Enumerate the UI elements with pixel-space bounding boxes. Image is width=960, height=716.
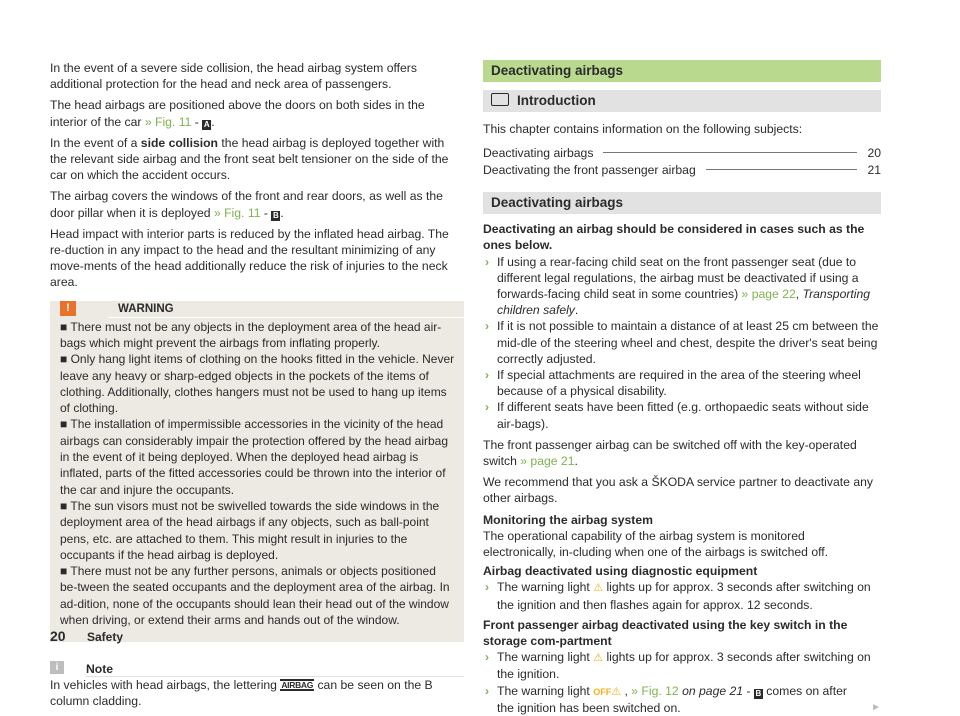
- page-link[interactable]: » page 22: [741, 287, 796, 302]
- continue-arrow-icon: ►: [871, 701, 881, 713]
- paragraph-recommend: We recommend that you ask a ŠKODA service partner to deactivate any other airbags.: [483, 475, 873, 506]
- warning-item: ■ There must not be any further persons, animals or objects positioned be-tween the seated occupants and the deployment area of the airbag. In ad-dition, none of the occupants should lean their head out of the window when driving, or extend their arms and hands out of the window.: [60, 564, 450, 627]
- figure-letter-b: B: [272, 210, 279, 220]
- note-divider: [86, 676, 464, 677]
- subsection-title: Deactivating airbags: [483, 192, 881, 214]
- note-title: Note: [86, 662, 114, 677]
- warning-item: ■ There must not be any objects in the deployment area of the head air-bags which might prevent the airbags from inflating properly.: [60, 319, 442, 350]
- section-title: Deactivating airbags: [483, 60, 881, 82]
- warning-title: WARNING: [118, 302, 174, 315]
- left-column: [50, 60, 464, 710]
- figure-letter-b: B: [755, 688, 762, 698]
- chevron-icon: ›: [485, 400, 490, 415]
- book-icon: [491, 93, 509, 106]
- paragraph-position: The head airbags are positioned above the doors on both sides in the interior of the car » Fig. 11 - A .: [50, 98, 425, 129]
- airbag-warning-lamp-icon: ⚠: [593, 652, 604, 665]
- list-item: › The warning light OFF⚠ , » Fig. 12 on page 21 - B comes on after the ignition has been switched on. ►: [485, 683, 881, 715]
- toc-entry[interactable]: [483, 145, 881, 162]
- toc-label: Deactivating the front passenger airbag: [483, 162, 696, 177]
- chevron-icon: ›: [485, 683, 490, 698]
- toc-label: Deactivating airbags: [483, 146, 594, 161]
- intro-text: This chapter contains information on the following subjects:: [483, 122, 803, 136]
- chevron-icon: ›: [485, 319, 490, 334]
- list-item: › If special attachments are required in the area of the steering wheel because of a physical disability.: [485, 368, 861, 399]
- paragraph-head-impact: Head impact with interior parts is reduced by the inflated head airbag. The re-duction in any impact to the head and the resultant minimizing of any move-ments of the head additionally reduce the risk of injuries to the neck area.: [50, 226, 449, 290]
- key-title: Front passenger airbag deactivated using the key switch in the storage com-partment: [483, 617, 848, 649]
- toc-page: 21: [867, 162, 881, 177]
- figure-letter-a: A: [203, 119, 210, 129]
- list-item: › If using a rear-facing child seat on the front passenger seat (due to different legal regulations, the airbag must be deactivated if using a forwards-facing child seat in some countries) » page 22, Transporting children safely.: [485, 254, 871, 318]
- note-header: [50, 660, 464, 677]
- airbag-lettering-icon: AIRBAG: [281, 680, 314, 691]
- warning-box: [50, 301, 464, 643]
- airbag-warning-lamp-icon: ⚠: [593, 582, 604, 595]
- right-column: [483, 60, 881, 716]
- toc-entry[interactable]: [483, 162, 881, 179]
- lead-text: Deactivating an airbag should be considered in cases such as the ones below.: [483, 222, 865, 253]
- list-item: › The warning light ⚠ lights up for approx. 3 seconds after switching on the ignition.: [485, 650, 871, 682]
- note-icon: i: [50, 661, 64, 674]
- diag-title: Airbag deactivated using diagnostic equipment: [483, 564, 758, 579]
- chevron-icon: ›: [485, 368, 490, 383]
- page-footer: [50, 628, 123, 645]
- warning-item: ■ The sun visors must not be swivelled towards the side windows in the deployment area of the head airbags if any objects, such as ball-point pens, etc. are attached to them. This might result in injuries to the occupants if the head airbag is deployed.: [60, 498, 440, 562]
- warning-item: ■ The installation of impermissible accessories in the vicinity of the head airbags can considerably impair the protection offered by the head airbag in the event of it being deployed. When the deployed head airbag is inflated, parts of the fitted accessories could be thrown into the interior of the car and injure the occupants.: [60, 417, 449, 497]
- figure-link[interactable]: » Fig. 12: [631, 683, 679, 698]
- intro-heading: Introduction: [483, 90, 881, 112]
- toc-dots: [706, 169, 857, 170]
- chevron-icon: ›: [485, 650, 490, 665]
- monitoring-block: Monitoring the airbag system The operational capability of the airbag system is monitored electronically, in-cluding when one of the airbags is switched off.: [483, 512, 829, 560]
- paragraph-coverage: The airbag covers the windows of the front and rear doors, as well as the door pillar when it is deployed » Fig. 11 - B .: [50, 189, 443, 220]
- paragraph-switch: The front passenger airbag can be switched off with the key-operated switch » page 21.: [483, 437, 857, 469]
- chevron-icon: ›: [485, 254, 490, 269]
- page-number: 20: [50, 628, 66, 644]
- paragraph-side-collision: In the event of a side collision the head airbag is deployed together with the relevant side airbag and the front seat belt tensioner on the side of the car on which the accident occurs.: [50, 135, 449, 183]
- page-section-label: Safety: [87, 630, 124, 644]
- note-text: In vehicles with head airbags, the lettering AIRBAG can be seen on the B column cladding.: [50, 678, 433, 709]
- warning-triangle-icon: !: [60, 301, 76, 316]
- paragraph-intro: In the event of a severe side collision, the head airbag system offers additional protection for the head and neck area of passengers.: [50, 61, 417, 92]
- toc-page: 20: [867, 146, 881, 161]
- warning-body: [60, 319, 456, 629]
- figure-link[interactable]: » Fig. 11: [213, 205, 261, 220]
- airbag-off-lamp-icon: OFF: [593, 686, 612, 697]
- toc-dots: [603, 152, 857, 153]
- list-item: › If it is not possible to maintain a distance of at least 25 cm between the mid-dle of the steering wheel and chest, despite the driver's seat being correctly adjusted.: [485, 319, 879, 366]
- warning-item: ■ Only hang light items of clothing on the hooks fitted in the vehicle. Never leave any heavy or sharp-edged objects in the pockets of the items of clothing. Additionally, clothes hangers must not be used to hang up items of clothing.: [60, 352, 455, 416]
- page-link[interactable]: » page 21: [520, 454, 575, 469]
- monitoring-title: Monitoring the airbag system: [483, 512, 653, 527]
- warning-header: [60, 301, 456, 317]
- note-box: [50, 660, 464, 709]
- list-item: › The warning light ⚠ lights up for approx. 3 seconds after switching on the ignition and then flashes again for approx. 12 seconds.: [485, 580, 871, 612]
- chevron-icon: ›: [485, 580, 490, 595]
- airbag-warning-lamp-icon: ⚠: [611, 685, 622, 698]
- figure-link[interactable]: » Fig. 11: [144, 114, 192, 129]
- list-item: › If different seats have been fitted (e.g. orthopaedic seats without side air-bags).: [485, 400, 869, 431]
